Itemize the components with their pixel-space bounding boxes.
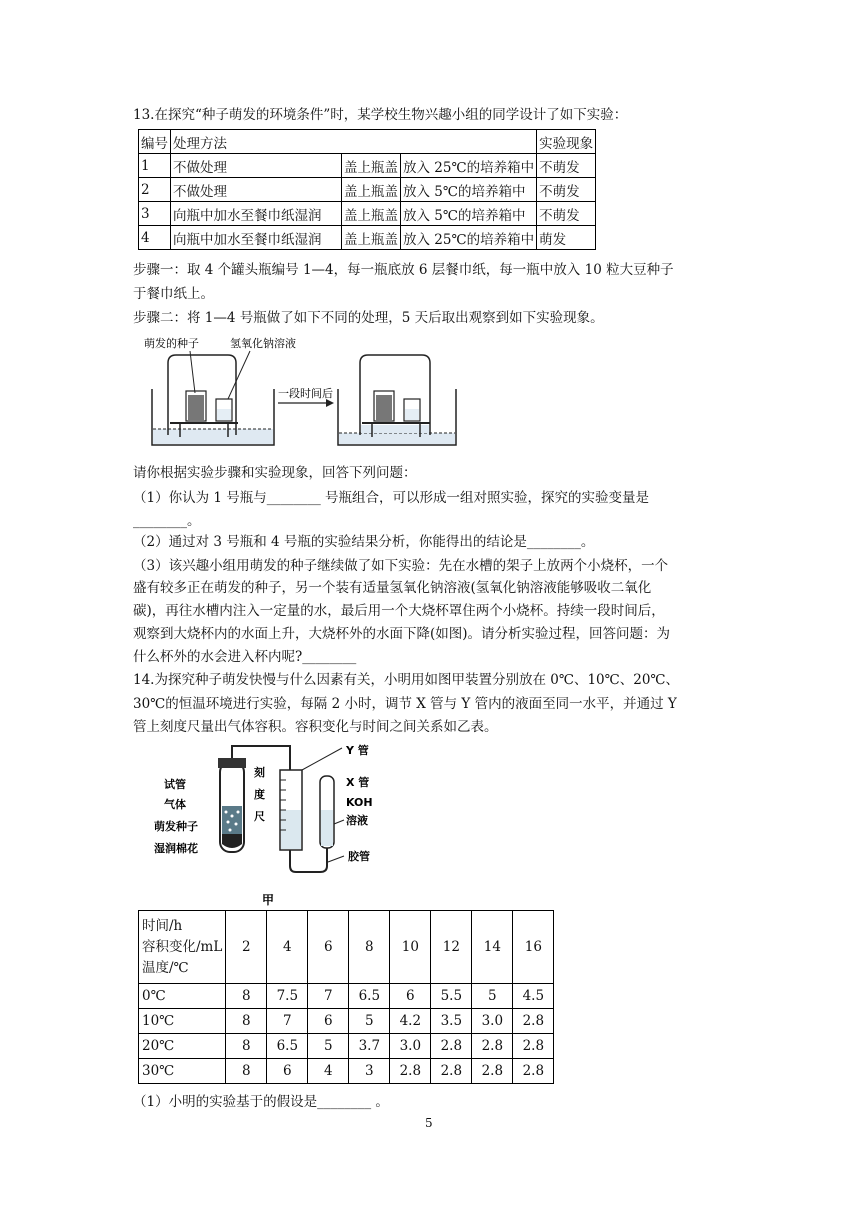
seed-beaker-left bbox=[188, 395, 204, 420]
q13-step1-line2: 于餐巾纸上。 bbox=[133, 286, 214, 302]
table-cell: 2.8 bbox=[472, 1059, 513, 1084]
table-cell: 向瓶中加水至餐巾纸湿润 bbox=[171, 226, 342, 250]
table-cell: 盖上瓶盖 bbox=[342, 154, 401, 178]
table-cell: 4 bbox=[139, 226, 171, 250]
time-header: 14 bbox=[472, 911, 513, 984]
table-cell: 2.8 bbox=[513, 1009, 554, 1034]
beaker-experiment-figure bbox=[140, 333, 460, 453]
label-germinating-seeds: 萌发种子 bbox=[154, 820, 198, 833]
table-cell: 6 bbox=[308, 1009, 349, 1034]
table-cell: 盖上瓶盖 bbox=[342, 202, 401, 226]
label-ruler-1: 刻 bbox=[254, 766, 265, 779]
header-volume-change: 容积变化/mL bbox=[142, 938, 223, 955]
table-row bbox=[139, 130, 596, 154]
hose bbox=[290, 848, 327, 872]
table-row bbox=[139, 1034, 554, 1059]
table-cell: 2.8 bbox=[513, 1034, 554, 1059]
cotton bbox=[222, 834, 242, 848]
table-header-cell: 处理方法 bbox=[171, 130, 537, 154]
table-cell: 2.8 bbox=[431, 1034, 472, 1059]
table-cell: 3 bbox=[349, 1059, 390, 1084]
table-cell: 5 bbox=[349, 1009, 390, 1034]
temp-cell: 0℃ bbox=[139, 984, 226, 1009]
table-cell: 1 bbox=[139, 154, 171, 178]
q13-sub3-line2: 盛有较多正在萌发的种子，另一个装有适量氢氧化钠溶液(氢氧化钠溶液能够吸收二氧化 bbox=[133, 580, 652, 596]
naoh-beaker-right bbox=[405, 409, 419, 420]
temp-cell: 30℃ bbox=[139, 1059, 226, 1084]
q13-sub2: （2）通过对 3 号瓶和 4 号瓶的实验结果分析，你能得出的结论是________。 bbox=[133, 534, 595, 550]
label-koh: KOH bbox=[346, 796, 373, 809]
q14-line3: 管上刻度尺量出气体容积。容积变化与时间之间关系如乙表。 bbox=[133, 719, 498, 735]
q13-sub3-line1: （3）该兴趣小组用萌发的种子继续做了如下实验：先在水槽的架子上放两个小烧杯，一个 bbox=[133, 558, 669, 574]
table-cell: 2.8 bbox=[431, 1059, 472, 1084]
table-cell: 5 bbox=[472, 984, 513, 1009]
time-header: 16 bbox=[513, 911, 554, 984]
table-cell: 4.5 bbox=[513, 984, 554, 1009]
table-cell: 3.0 bbox=[472, 1009, 513, 1034]
table-cell: 7.5 bbox=[267, 984, 308, 1009]
q13-step1-line1: 步骤一：取 4 个罐头瓶编号 1—4，每一瓶底放 6 层餐巾纸，每一瓶中放入 10 粒大豆种子 bbox=[133, 262, 674, 278]
table-row bbox=[139, 202, 596, 226]
table-cell: 6 bbox=[267, 1059, 308, 1084]
table-cell: 放入 25℃的培养箱中 bbox=[401, 226, 537, 250]
table-cell: 放入 5℃的培养箱中 bbox=[401, 202, 537, 226]
table-row bbox=[139, 154, 596, 178]
table-cell: 4.2 bbox=[390, 1009, 431, 1034]
table-cell: 盖上瓶盖 bbox=[342, 178, 401, 202]
table-cell: 不萌发 bbox=[537, 202, 596, 226]
table-cell: 4 bbox=[308, 1059, 349, 1084]
label-ruler-3: 尺 bbox=[254, 810, 265, 823]
table-cell: 7 bbox=[267, 1009, 308, 1034]
table-cell: 8 bbox=[226, 1059, 267, 1084]
table-cell: 放入 25℃的培养箱中 bbox=[401, 154, 537, 178]
q14-line1: 14.为探究种子萌发快慢与什么因素有关，小明用如图甲装置分别放在 0℃、10℃、20℃、 bbox=[133, 672, 680, 688]
label-germinating-seeds: 萌发的种子 bbox=[144, 337, 199, 350]
table-cell: 不萌发 bbox=[537, 154, 596, 178]
table-cell: 5.5 bbox=[431, 984, 472, 1009]
label-koh-solution: 溶液 bbox=[346, 814, 368, 827]
figure-caption: 甲 bbox=[262, 893, 275, 907]
table-cell: 8 bbox=[226, 984, 267, 1009]
table-cell: 放入 5℃的培养箱中 bbox=[401, 178, 537, 202]
label-gas: 气体 bbox=[164, 798, 186, 811]
water-right bbox=[339, 433, 455, 444]
table-cell: 6.5 bbox=[349, 984, 390, 1009]
table-header-cell: 实验现象 bbox=[537, 130, 596, 154]
table-cell: 2.8 bbox=[472, 1034, 513, 1059]
q13-sub3-line5: 什么杯外的水会进入杯内呢?________ bbox=[133, 649, 357, 665]
table-row bbox=[139, 984, 554, 1009]
label-hose: 胶管 bbox=[348, 850, 370, 863]
seed-beaker-right bbox=[376, 395, 392, 420]
q13-sub3-line3: 碳)，再往水槽内注入一定量的水，最后用一个大烧杯罩住两个小烧杯。持续一段时间后， bbox=[133, 603, 665, 619]
q13-intro: 13.在探究“种子萌发的环境条件”时，某学校生物兴趣小组的同学设计了如下实验： bbox=[133, 107, 628, 123]
seeds-fill bbox=[222, 806, 242, 834]
table-cell: 3.7 bbox=[349, 1034, 390, 1059]
q14-sub1: （1）小明的实验基于的假设是________ 。 bbox=[133, 1094, 389, 1110]
table-row bbox=[139, 911, 554, 984]
table-cell: 盖上瓶盖 bbox=[342, 226, 401, 250]
time-header: 2 bbox=[226, 911, 267, 984]
table-cell: 2.8 bbox=[513, 1059, 554, 1084]
label-after-time: 一段时间后 bbox=[278, 387, 333, 400]
table-cell: 3.0 bbox=[390, 1034, 431, 1059]
table-cell: 2 bbox=[139, 178, 171, 202]
water-left bbox=[153, 429, 273, 444]
q13-sub3-line4: 观察到大烧杯内的水面上升，大烧杯外的水面下降(如图)。请分析实验过程，回答问题：为 bbox=[133, 626, 671, 642]
page-number: 5 bbox=[425, 1116, 433, 1130]
table-cell: 7 bbox=[308, 984, 349, 1009]
table-cell: 萌发 bbox=[537, 226, 596, 250]
time-header: 10 bbox=[390, 911, 431, 984]
stopper bbox=[218, 758, 246, 768]
label-y-tube: Y 管 bbox=[346, 744, 369, 757]
label-x-tube: X 管 bbox=[346, 776, 370, 789]
table-cell: 向瓶中加水至餐巾纸湿润 bbox=[171, 202, 342, 226]
table-cell: 3.5 bbox=[431, 1009, 472, 1034]
table-cell: 不萌发 bbox=[537, 178, 596, 202]
table-cell: 6 bbox=[390, 984, 431, 1009]
table-header-cell: 编号 bbox=[139, 130, 171, 154]
table-cell: 5 bbox=[308, 1034, 349, 1059]
table-cell: 不做处理 bbox=[171, 178, 342, 202]
q14-line2: 30℃的恒温环境进行实验，每隔 2 小时，调节 X 管与 Y 管内的液面至同一水平，并通过 Y bbox=[133, 696, 677, 712]
temp-cell: 10℃ bbox=[139, 1009, 226, 1034]
label-test-tube: 试管 bbox=[164, 778, 186, 791]
table-row bbox=[139, 226, 596, 250]
temp-cell: 20℃ bbox=[139, 1034, 226, 1059]
label-wet-cotton: 湿润棉花 bbox=[154, 842, 198, 855]
table-row bbox=[139, 1059, 554, 1084]
q13-sub1-line1: （1）你认为 1 号瓶与________ 号瓶组合，可以形成一组对照实验，探究的实验变量是 bbox=[133, 490, 650, 506]
time-header: 8 bbox=[349, 911, 390, 984]
time-header: 6 bbox=[308, 911, 349, 984]
time-header: 12 bbox=[431, 911, 472, 984]
table-cell: 8 bbox=[226, 1034, 267, 1059]
label-ruler-2: 度 bbox=[254, 788, 265, 801]
header-temperature: 温度/℃ bbox=[142, 959, 189, 976]
table-cell: 不做处理 bbox=[171, 154, 342, 178]
q13-table bbox=[138, 129, 596, 250]
q13-step2: 步骤二：将 1—4 号瓶做了如下不同的处理，5 天后取出观察到如下实验现象。 bbox=[133, 310, 604, 326]
time-header: 4 bbox=[267, 911, 308, 984]
header-time: 时间/h bbox=[142, 917, 183, 934]
table-cell: 6.5 bbox=[267, 1034, 308, 1059]
table-cell: 3 bbox=[139, 202, 171, 226]
table-row bbox=[139, 178, 596, 202]
table-row bbox=[139, 1009, 554, 1034]
q13-sub1-line2: ________。 bbox=[133, 513, 201, 529]
q14-table bbox=[138, 910, 554, 1084]
apparatus-figure bbox=[150, 740, 410, 910]
label-naoh-solution: 氢氧化钠溶液 bbox=[230, 337, 296, 350]
table-cell: 8 bbox=[226, 1009, 267, 1034]
table-cell: 2.8 bbox=[390, 1059, 431, 1084]
table-header-diagonal bbox=[139, 911, 226, 984]
q13-prompt: 请你根据实验步骤和实验现象，回答下列问题： bbox=[133, 465, 417, 481]
naoh-beaker-left bbox=[217, 409, 231, 420]
